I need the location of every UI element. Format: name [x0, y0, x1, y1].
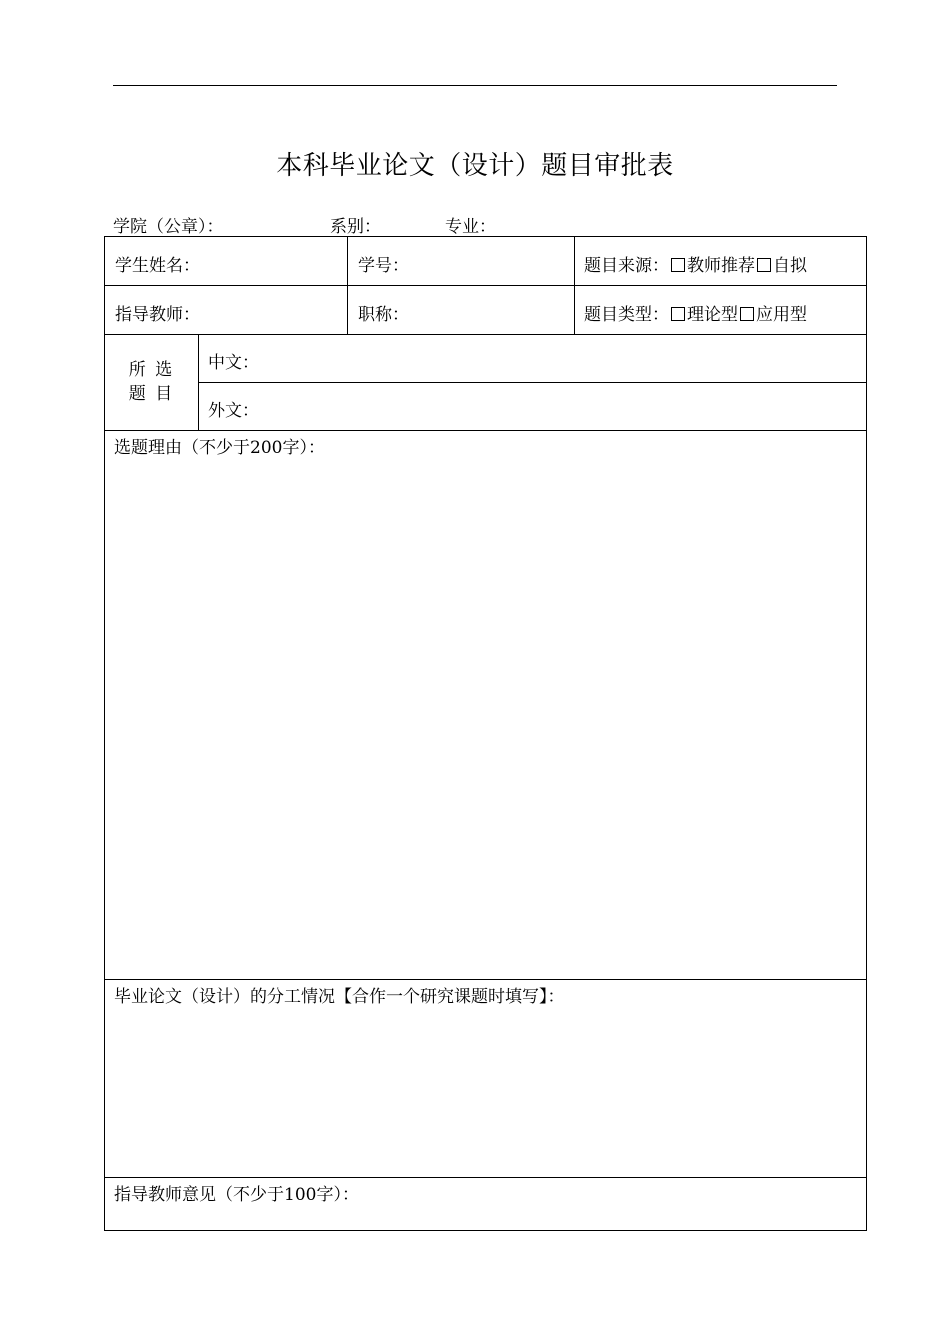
teacher-recommend-label: 教师推荐 [687, 256, 755, 276]
row-divider [198, 382, 866, 383]
selected-topic-label-line1: 所 选 [128, 360, 175, 380]
topic-source-field [584, 251, 807, 276]
row-divider [105, 334, 866, 335]
department-label: 系别： [330, 217, 381, 237]
column-divider [574, 237, 575, 334]
page-title: 本科毕业论文（设计）题目审批表 [276, 151, 674, 181]
column-divider [347, 237, 348, 334]
college-label: 学院（公章）： [113, 217, 224, 237]
advisor-opinion-label: 指导教师意见（不少于100字）： [114, 1185, 359, 1205]
reason-section-label: 选题理由（不少于200字）： [114, 438, 325, 458]
approval-form-table [104, 236, 867, 1231]
column-divider [198, 334, 199, 430]
advisor-field[interactable]: 指导教师： [115, 305, 200, 325]
topic-type-label: 题目类型： [584, 305, 669, 325]
theoretical-checkbox[interactable] [671, 307, 685, 321]
foreign-title-field[interactable]: 外文： [208, 401, 259, 421]
row-divider [105, 285, 866, 286]
topic-source-label: 题目来源： [584, 256, 669, 276]
title-rank-field[interactable]: 职称： [358, 305, 409, 325]
self-proposed-label: 自拟 [773, 256, 807, 276]
row-divider [105, 1177, 866, 1178]
selected-topic-label [105, 358, 198, 406]
student-name-field[interactable]: 学生姓名： [115, 256, 200, 276]
division-section-label: 毕业论文（设计）的分工情况【合作一个研究课题时填写】： [114, 987, 565, 1007]
theoretical-label: 理论型 [687, 305, 738, 325]
teacher-recommend-checkbox[interactable] [671, 258, 685, 272]
row-divider [105, 430, 866, 431]
self-proposed-checkbox[interactable] [757, 258, 771, 272]
selected-topic-label-line2: 题 目 [128, 384, 175, 404]
header-rule [113, 85, 837, 86]
chinese-title-field[interactable]: 中文： [208, 353, 259, 373]
student-id-field[interactable]: 学号： [358, 256, 409, 276]
applied-label: 应用型 [756, 305, 807, 325]
applied-checkbox[interactable] [740, 307, 754, 321]
row-divider [105, 979, 866, 980]
major-label: 专业： [445, 217, 496, 237]
topic-type-field [584, 300, 807, 325]
